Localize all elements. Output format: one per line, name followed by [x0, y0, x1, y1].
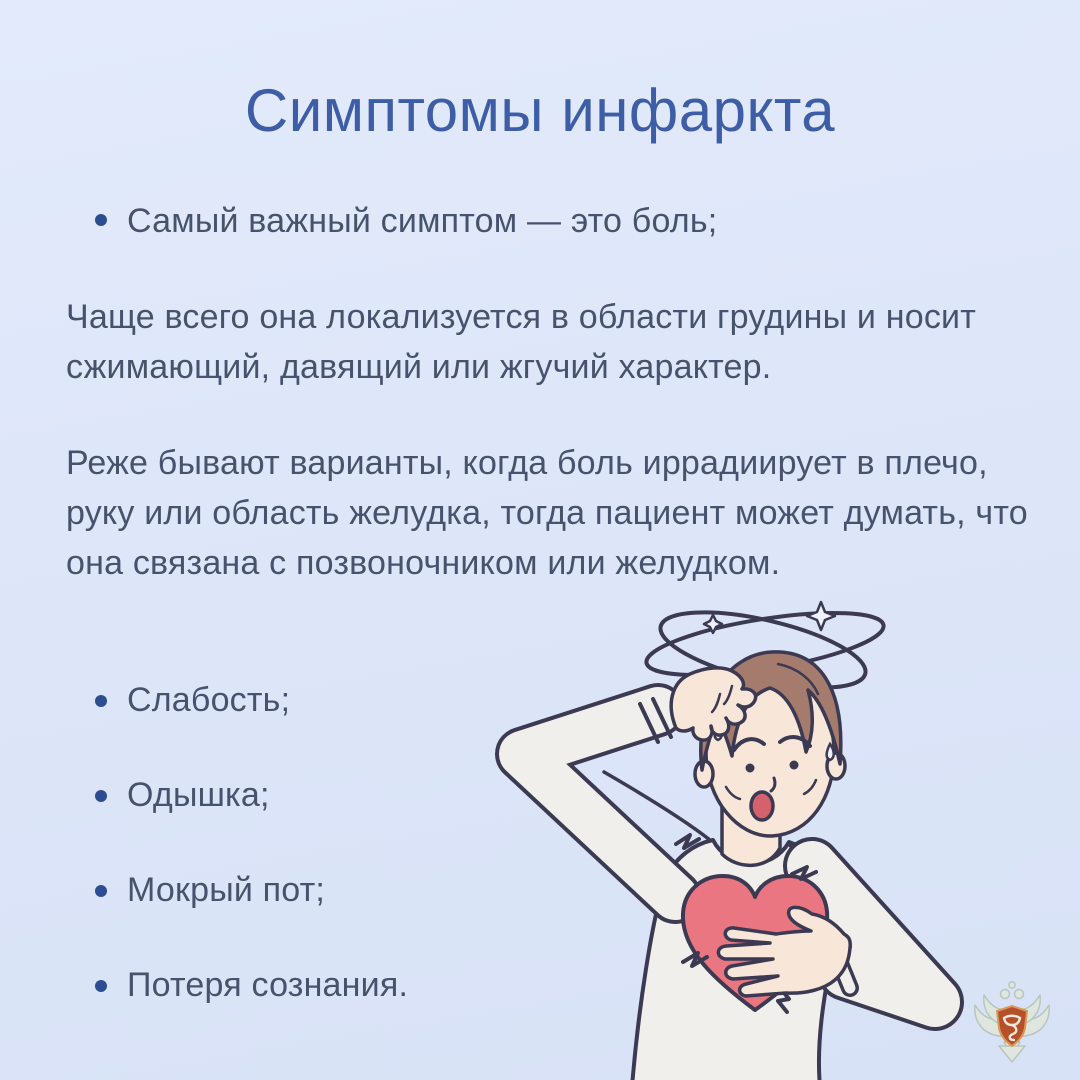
bullet-dot-icon [95, 885, 107, 897]
list-item [95, 963, 408, 1007]
open-mouth [751, 792, 773, 820]
symptom-label: Мокрый пот; [127, 871, 326, 909]
list-item [95, 678, 408, 722]
page-title: Симптомы инфаркта [244, 77, 836, 144]
list-item [95, 773, 408, 817]
eye [746, 764, 755, 773]
paragraph-pain-radiation: Реже бывают варианты, когда боль иррадиирует в плечо, руку или область желудка, тогда пациент может думать, что она связана с позвоночником или желудком. [66, 444, 1028, 582]
lead-bullet-text: Самый важный симптом — это боль; [127, 202, 718, 240]
eye [790, 761, 799, 770]
russian-ministry-of-health-emblem [966, 976, 1058, 1068]
symptom-label: Слабость; [127, 681, 291, 719]
bullet-dot-icon [95, 790, 107, 802]
sparkle-icon [807, 602, 835, 630]
bullet-dot-icon [95, 214, 107, 226]
symptom-label: Одышка; [127, 776, 270, 814]
bowl-of-hygieia-shield-icon [997, 1006, 1027, 1046]
symptom-label: Потеря сознания. [127, 966, 409, 1004]
symptom-list [95, 678, 408, 1007]
sweat-drop-icon [827, 744, 834, 760]
list-item [95, 868, 408, 912]
bullet-dot-icon [95, 980, 107, 992]
bullet-dot-icon [95, 695, 107, 707]
lead-bullet-row [95, 198, 995, 244]
paragraph-pain-location: Чаще всего она локализуется в области грудины и носит сжимающий, давящий или жгучий характер. [66, 298, 977, 386]
dizzy-man-clutching-heart-illustration [480, 582, 1020, 1080]
